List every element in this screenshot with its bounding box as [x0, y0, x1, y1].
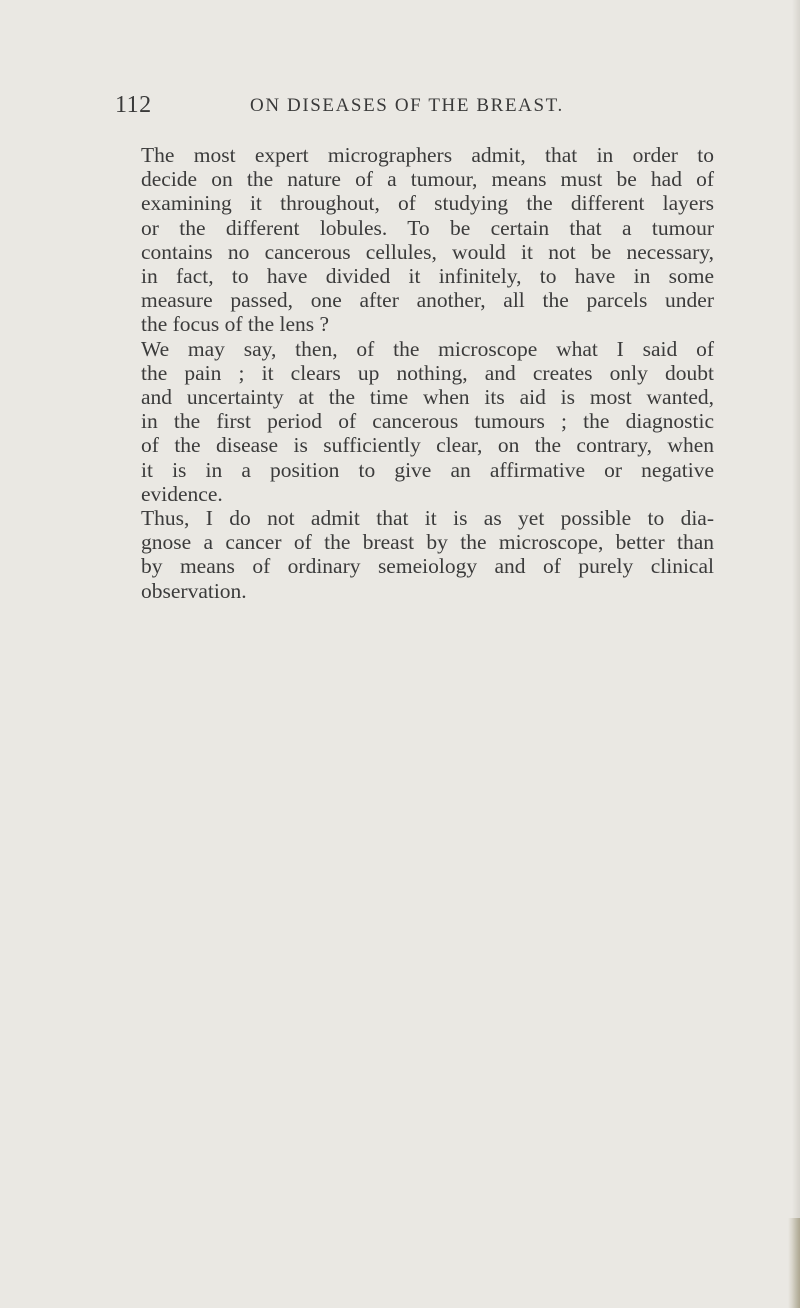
text-line: contains no cancerous cellules, would it not be necessary,: [141, 239, 714, 264]
running-title: ON DISEASES OF THE BREAST.: [250, 95, 564, 116]
body-text: [114, 143, 714, 603]
text-line: and uncertainty at the time when its aid is most wanted,: [141, 385, 714, 410]
text-line: it is in a position to give an affirmative or negative: [141, 457, 714, 482]
text-line: in the first period of cancerous tumours ; the diagnostic: [141, 409, 714, 434]
text-line: the focus of the lens ?: [141, 312, 330, 337]
text-line: We may say, then, of the microscope what I said of: [141, 336, 714, 361]
text-line: by means of ordinary semeiology and of purely clinical: [141, 554, 714, 579]
paragraph-2: [114, 337, 714, 506]
text-line: The most expert micrographers admit, that in order to: [141, 143, 714, 167]
text-line: in fact, to have divided it infinitely, to have in some: [141, 264, 714, 289]
page-header: [115, 92, 615, 118]
paragraph-3: [114, 506, 714, 603]
text-line: Thus, I do not admit that it is as yet possible to dia-: [141, 506, 714, 531]
page-corner-stain: [788, 1218, 800, 1308]
page-number: 112: [115, 92, 152, 118]
text-line: examining it throughout, of studying the different layers: [141, 191, 714, 216]
text-line: or the different lobules. To be certain that a tumour: [141, 215, 714, 240]
text-line: observation.: [141, 578, 247, 603]
text-line: decide on the nature of a tumour, means must be had of: [141, 167, 714, 192]
text-line: of the disease is sufficiently clear, on the contrary, when: [141, 433, 714, 458]
text-line: measure passed, one after another, all the parcels under: [141, 288, 714, 313]
text-line: gnose a cancer of the breast by the microscope, better than: [141, 530, 714, 555]
text-line: the pain ; it clears up nothing, and creates only doubt: [141, 360, 714, 385]
page-edge-shadow: [792, 0, 800, 1308]
text-line: evidence.: [141, 481, 223, 506]
paragraph-1: [114, 143, 714, 337]
